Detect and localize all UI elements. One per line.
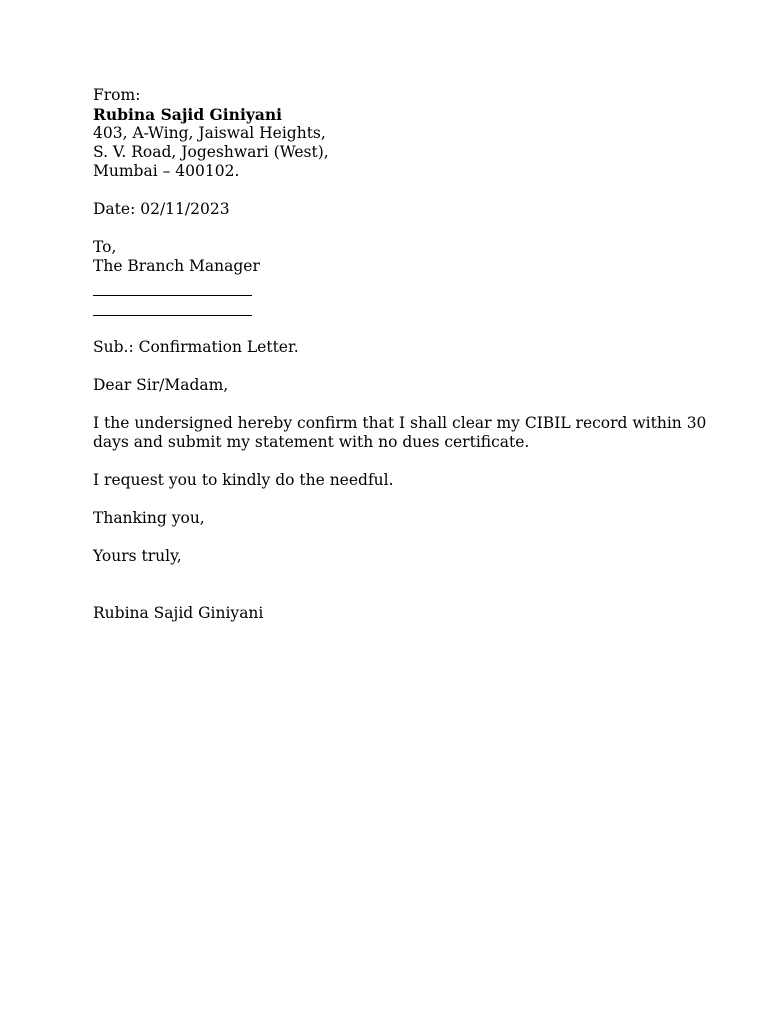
sender-name: Rubina Sajid Giniyani xyxy=(93,105,283,124)
body-paragraph-1-line-2: days and submit my statement with no dues certificate. xyxy=(93,433,530,451)
body-paragraph-1-line-1: I the undersigned hereby confirm that I shall clear my CIBIL record within 30 xyxy=(93,414,707,432)
recipient-blank-line-2 xyxy=(93,305,252,316)
closing-sign-off: Yours truly, xyxy=(93,547,182,565)
sender-address-line-2: S. V. Road, Jogeshwari (West), xyxy=(93,143,329,161)
letter-document xyxy=(93,86,707,623)
salutation: Dear Sir/Madam, xyxy=(93,376,229,394)
to-label: To, xyxy=(93,238,117,256)
sender-address-line-1: 403, A-Wing, Jaiswal Heights, xyxy=(93,124,326,142)
sender-address-line-3: Mumbai – 400102. xyxy=(93,162,240,180)
body-paragraph-2: I request you to kindly do the needful. xyxy=(93,471,394,489)
subject-line: Sub.: Confirmation Letter. xyxy=(93,338,299,356)
closing-thanks: Thanking you, xyxy=(93,509,205,527)
recipient-title: The Branch Manager xyxy=(93,257,260,275)
recipient-blank-line-1 xyxy=(93,285,252,296)
from-label: From: xyxy=(93,86,141,104)
letter-date: Date: 02/11/2023 xyxy=(93,200,230,218)
signature-name: Rubina Sajid Giniyani xyxy=(93,604,264,622)
